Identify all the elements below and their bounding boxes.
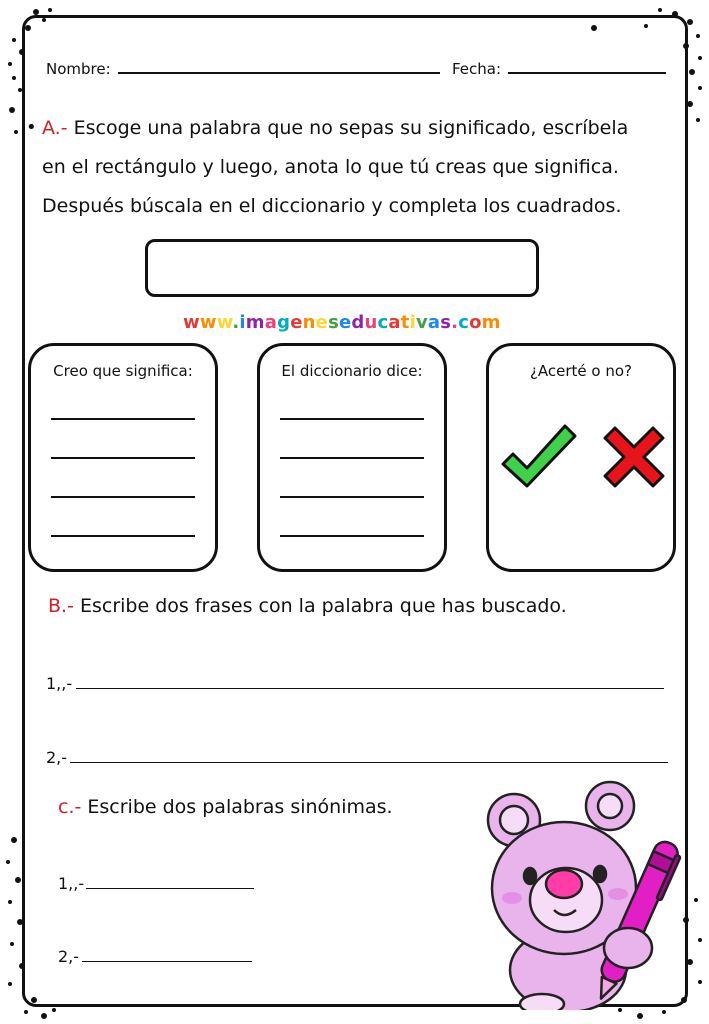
section-a-instructions	[42, 109, 682, 226]
dictionary-line-4[interactable]	[280, 535, 424, 537]
correct-or-not-title: ¿Acerté o no?	[529, 362, 633, 380]
sentence-1-number: 1,,-	[46, 674, 73, 693]
red-cross-icon[interactable]	[599, 422, 669, 492]
synonym-2-line[interactable]	[82, 961, 252, 962]
section-a-line-1: Escoge una palabra que no sepas su significado, escríbela	[73, 117, 629, 139]
guess-line-1[interactable]	[51, 418, 195, 420]
sentence-2-line[interactable]	[70, 762, 668, 763]
guess-line-2[interactable]	[51, 457, 195, 459]
correct-or-not-box	[486, 343, 676, 572]
sentence-2-number: 2,-	[46, 748, 68, 767]
section-a-marker: A.-	[42, 117, 68, 139]
green-checkmark-icon[interactable]	[499, 420, 579, 492]
guess-line-4[interactable]	[51, 535, 195, 537]
dictionary-line-3[interactable]	[280, 496, 424, 498]
section-c-instruction	[58, 796, 393, 818]
synonym-1-number: 1,,-	[58, 874, 85, 893]
bullet-dot: •	[26, 117, 37, 138]
guess-meaning-title: Creo que significa:	[53, 362, 193, 380]
section-b-marker: B.-	[48, 595, 74, 617]
synonym-1-line[interactable]	[86, 888, 254, 889]
date-field[interactable]	[508, 72, 666, 74]
section-b-text: Escribe dos frases con la palabra que has buscado.	[79, 595, 567, 617]
guess-meaning-box	[28, 343, 218, 572]
section-a-line-2: en el rectángulo y luego, anota lo que tú creas que significa.	[42, 156, 619, 178]
dictionary-line-1[interactable]	[280, 418, 424, 420]
dictionary-title: El diccionario dice:	[281, 362, 423, 380]
section-c-text: Escribe dos palabras sinónimas.	[87, 796, 393, 818]
date-label: Fecha:	[452, 60, 502, 78]
guess-line-3[interactable]	[51, 496, 195, 498]
name-field[interactable]	[118, 72, 440, 74]
pink-bear-illustration	[478, 780, 693, 1010]
section-b-instruction	[48, 595, 567, 617]
synonym-2-number: 2,-	[58, 947, 80, 966]
word-rectangle-input[interactable]	[145, 239, 539, 297]
website-watermark: www.imageneseducativas.com	[183, 312, 501, 333]
dictionary-box	[257, 343, 447, 572]
sentence-1-line[interactable]	[76, 688, 664, 689]
dictionary-line-2[interactable]	[280, 457, 424, 459]
section-a-line-3: Después búscala en el diccionario y completa los cuadrados.	[42, 195, 622, 217]
section-c-marker: c.-	[58, 796, 82, 818]
name-label: Nombre:	[46, 60, 111, 78]
